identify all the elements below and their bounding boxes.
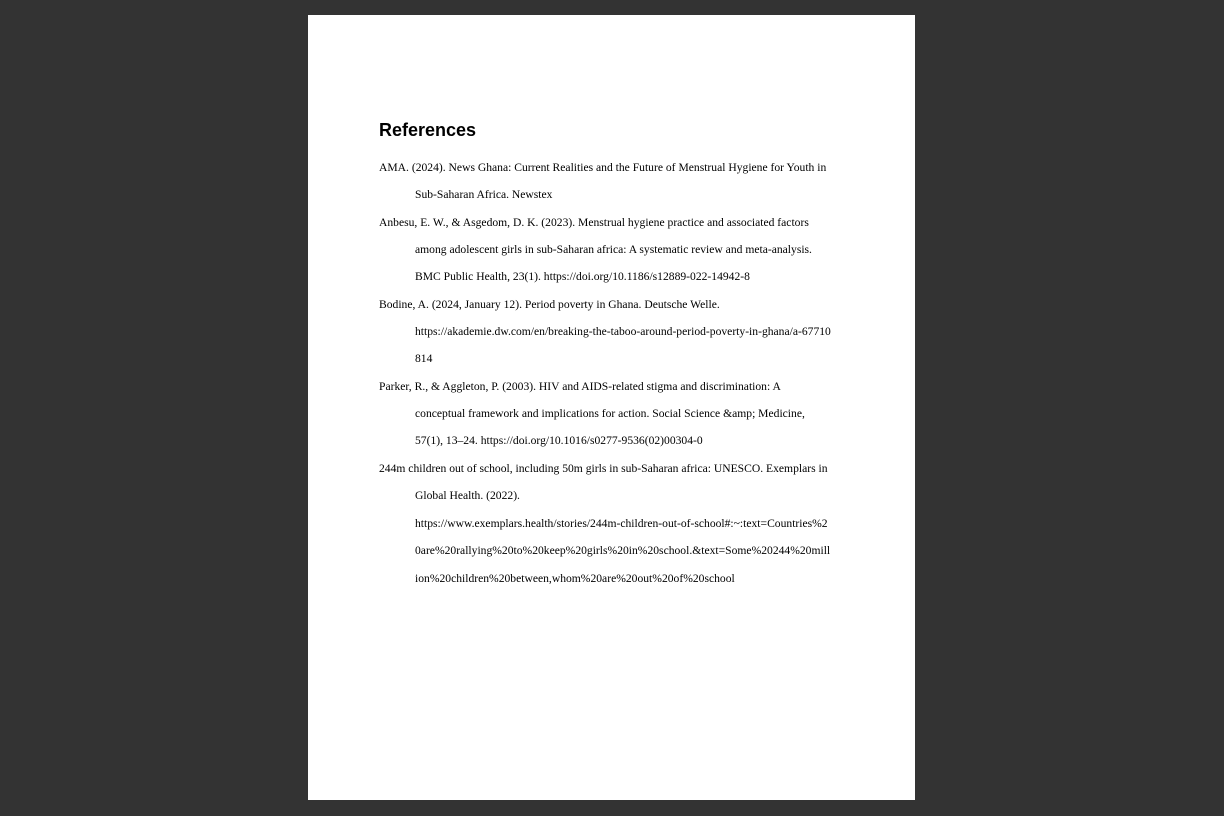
- reference-5-line-2: Global Health. (2022).: [415, 489, 520, 502]
- reference-2-line-1: Anbesu, E. W., & Asgedom, D. K. (2023). Menstrual hygiene practice and associated factors: [379, 216, 809, 229]
- reference-5-line-5: ion%20children%20between,whom%20are%20out%20of%20school: [415, 572, 735, 585]
- reference-1-line-1: AMA. (2024). News Ghana: Current Realities and the Future of Menstrual Hygiene for Youth in: [379, 161, 827, 174]
- reference-5-line-4: 0are%20rallying%20to%20keep%20girls%20in%20school.&text=Some%20244%20mill: [415, 544, 831, 557]
- document-page: [308, 15, 915, 800]
- reference-2-line-2: among adolescent girls in sub-Saharan africa: A systematic review and meta-analysis.: [415, 243, 812, 256]
- references-heading: References: [379, 120, 477, 140]
- reference-1-line-2: Sub-Saharan Africa. Newstex: [415, 188, 553, 201]
- reference-4-line-1: Parker, R., & Aggleton, P. (2003). HIV and AIDS-related stigma and discrimination: A: [379, 380, 781, 393]
- reference-3-line-2: https://akademie.dw.com/en/breaking-the-taboo-around-period-poverty-in-ghana/a-67710: [415, 325, 831, 338]
- reference-5-line-1: 244m children out of school, including 50m girls in sub-Saharan africa: UNESCO. Exemplars in: [379, 462, 828, 475]
- reference-3-line-3: 814: [415, 352, 433, 365]
- reference-4-line-2: conceptual framework and implications for action. Social Science &amp; Medicine,: [415, 407, 805, 420]
- reference-2-line-3: BMC Public Health, 23(1). https://doi.org/10.1186/s12889-022-14942-8: [415, 270, 750, 283]
- reference-5-line-3: https://www.exemplars.health/stories/244m-children-out-of-school#:~:text=Countries%2: [415, 517, 828, 530]
- reference-3-line-1: Bodine, A. (2024, January 12). Period poverty in Ghana. Deutsche Welle.: [379, 298, 720, 311]
- reference-4-line-3: 57(1), 13–24. https://doi.org/10.1016/s0277-9536(02)00304-0: [415, 434, 703, 447]
